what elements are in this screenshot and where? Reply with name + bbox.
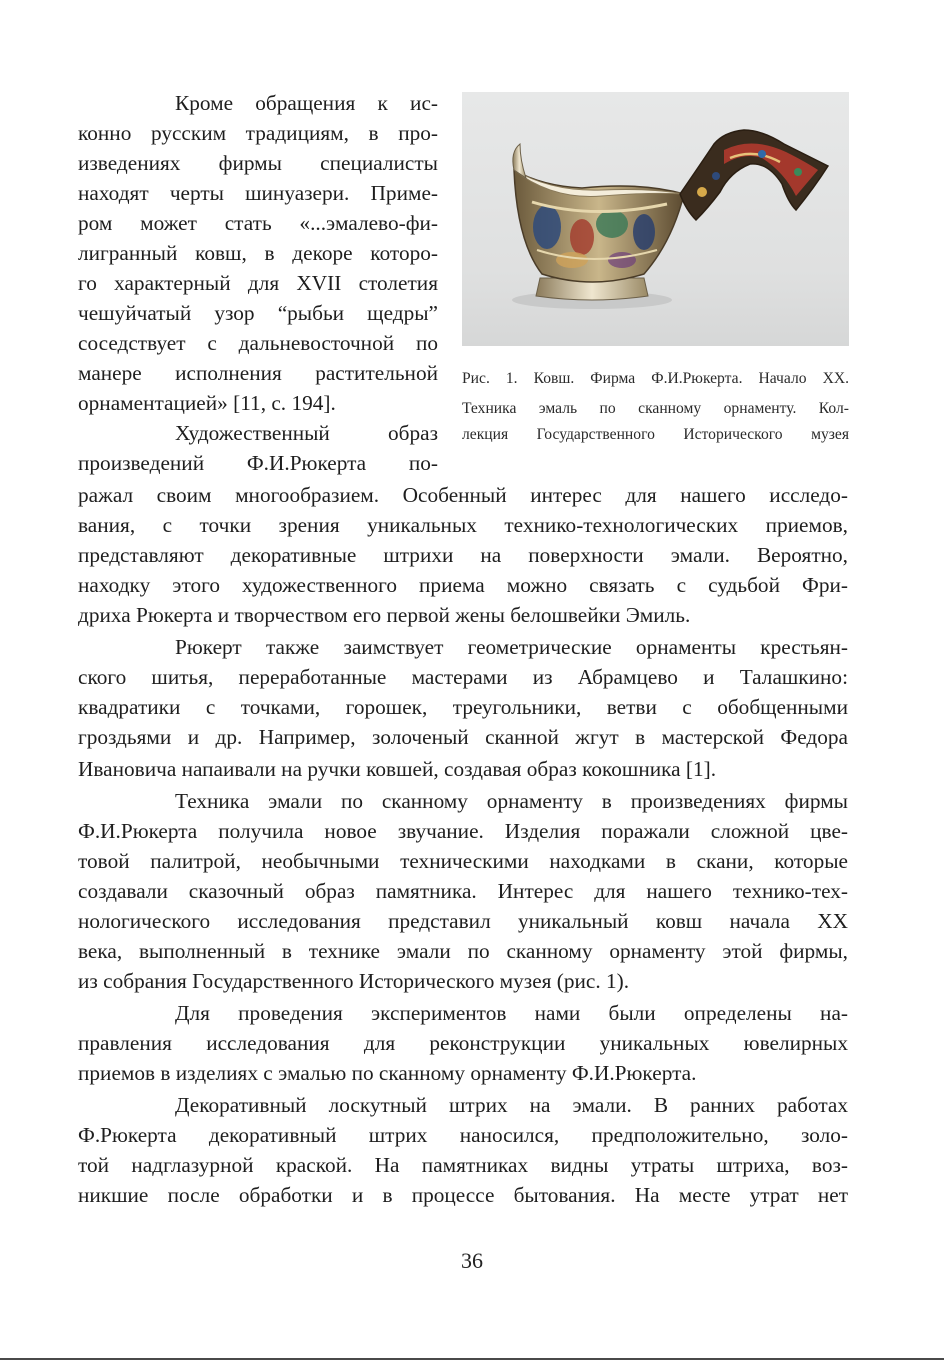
body-text-line: соседствует с дальневосточной по: [78, 331, 438, 355]
body-text-line: конно русским традициям, в про-: [78, 121, 438, 145]
body-text-line: Ивановича напаивали на ручки ковшей, создавая образ кокошника [1].: [78, 757, 717, 781]
body-text-line: Ф.И.Рюкерта получила новое звучание. Изделия поражали сложной цве-: [78, 819, 848, 843]
figure-caption-line: Техника эмаль по сканному орнаменту. Кол-: [462, 400, 849, 417]
kovsh-illustration: [462, 92, 849, 346]
body-text-line: века, выполненный в технике эмали по сканному орнаменту этой фирмы,: [78, 939, 848, 963]
body-text-line: произведений Ф.И.Рюкерта по-: [78, 451, 438, 475]
bottom-divider: [0, 1358, 944, 1360]
body-text-line: ского шитья, переработанные мастерами из Абрамцево и Талашкино:: [78, 665, 848, 689]
body-text-line: Декоративный лоскутный штрих на эмали. В ранних работах: [175, 1093, 848, 1117]
body-text-line: Ф.Рюкерта декоративный штрих наносился, предположительно, золо-: [78, 1123, 848, 1147]
body-text-line: Техника эмали по сканному орнаменту в произведениях фирмы: [175, 789, 848, 813]
body-text-line: правления исследования для реконструкции уникальных ювелирных: [78, 1031, 848, 1055]
body-text-line: создавали сказочный образ памятника. Интерес для нашего технико-тех-: [78, 879, 848, 903]
figure-caption-line: лекция Государственного Исторического музея: [462, 426, 849, 443]
body-text-line: никшие после обработки и в процессе бытования. На месте утрат нет: [78, 1183, 848, 1207]
body-text-line: дриха Рюкерта и творчеством его первой жены белошвейки Эмиль.: [78, 603, 691, 627]
body-text-line: приемов в изделиях с эмалью по сканному орнаменту Ф.И.Рюкерта.: [78, 1061, 697, 1085]
body-text-line: представляют декоративные штрихи на поверхности эмали. Вероятно,: [78, 543, 848, 567]
body-text-line: манере исполнения растительной: [78, 361, 438, 385]
figure-caption-line: Рис. 1. Ковш. Фирма Ф.И.Рюкерта. Начало XX.: [462, 370, 849, 387]
page-number: 36: [461, 1248, 483, 1273]
body-text-line: лигранный ковш, в декоре которо-: [78, 241, 438, 265]
body-text-line: Для проведения экспериментов нами были определены на-: [175, 1001, 848, 1025]
body-text-line: находят черты шинуазери. Приме-: [78, 181, 438, 205]
body-text-line: го характерный для XVII столетия: [78, 271, 438, 295]
body-text-line: изведениях фирмы специалисты: [78, 151, 438, 175]
body-text-line: Кроме обращения к ис-: [175, 91, 438, 115]
body-text-line: нологического исследования представил уникальный ковш начала XX: [78, 909, 848, 933]
body-text-line: товой палитрой, необычными техническими находками в скани, которые: [78, 849, 848, 873]
body-text-line: чешуйчатый узор “рыбьи щедры”: [78, 301, 438, 325]
body-text-line: ражал своим многообразием. Особенный интерес для нашего исследо-: [78, 483, 848, 507]
figure-kovsh-photo: [462, 92, 849, 346]
body-text-line: находку этого художественного приема можно связать с судьбой Фри-: [78, 573, 848, 597]
body-text-line: квадратики с точками, горошек, треугольники, ветви с обобщенными: [78, 695, 848, 719]
body-text-line: Рюкерт также заимствует геометрические орнаменты крестьян-: [175, 635, 848, 659]
body-text-line: гроздьями и др. Например, золоченый сканной жгут в мастерской Федора: [78, 725, 848, 749]
body-text-line: вания, с точки зрения уникальных технико-технологических приемов,: [78, 513, 848, 537]
body-text-line: Художественный образ: [175, 421, 438, 445]
body-text-line: той надглазурной краской. На памятниках видны утраты штриха, воз-: [78, 1153, 848, 1177]
body-text-line: ром может стать «...эмалево-фи-: [78, 211, 438, 235]
body-text-line: из собрания Государственного Исторического музея (рис. 1).: [78, 969, 630, 993]
body-text-line: орнаментацией» [11, с. 194].: [78, 391, 336, 415]
